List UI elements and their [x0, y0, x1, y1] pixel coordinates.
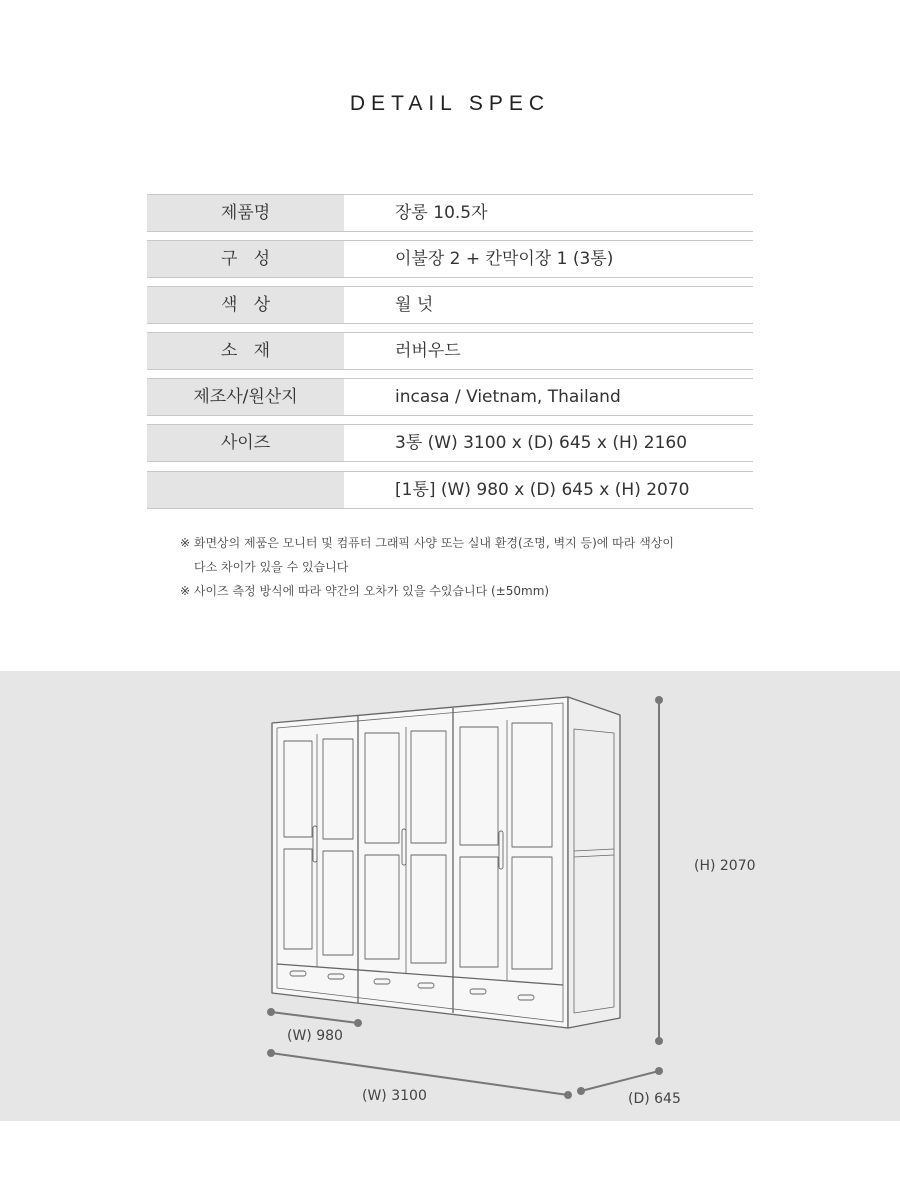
spec-value: incasa / Vietnam, Thailand: [395, 387, 621, 407]
notes: [180, 531, 740, 603]
spec-value: [1통] (W) 980 x (D) 645 x (H) 2070: [395, 480, 690, 500]
spec-label: 구 성: [147, 241, 344, 277]
spec-row-size-single: [147, 471, 753, 509]
note-size: ※ 사이즈 측정 방식에 따라 약간의 오차가 있을 수있습니다 (±50mm): [180, 584, 550, 598]
spec-row-color: [147, 286, 753, 324]
spec-label: [147, 472, 344, 508]
spec-value: 러버우드: [395, 341, 461, 361]
spec-value: 3통 (W) 3100 x (D) 645 x (H) 2160: [395, 433, 688, 453]
spec-row-manufacturer: [147, 378, 753, 416]
spec-label: 소 재: [147, 333, 344, 369]
note-color-continued: 다소 차이가 있을 수 있습니다: [194, 560, 349, 574]
total-width-label: (W) 3100: [362, 1088, 427, 1104]
spec-row-composition: [147, 240, 753, 278]
spec-label: 제품명: [147, 195, 344, 231]
spec-value: 월 넛: [395, 295, 434, 315]
spec-value: 장롱 10.5자: [395, 203, 488, 223]
single-width-label: (W) 980: [287, 1028, 343, 1044]
height-label: (H) 2070: [694, 858, 756, 874]
note-color: ※ 화면상의 제품은 모니터 및 컴퓨터 그래픽 사양 또는 실내 환경(조명, 벽지 등)에 따라 색상이: [180, 536, 674, 550]
spec-row-size: [147, 424, 753, 462]
dimension-diagram: [0, 671, 900, 1121]
wardrobe-illustration: [272, 697, 620, 1028]
page-title: DETAIL SPEC: [349, 92, 551, 115]
spec-label: 색 상: [147, 287, 344, 323]
depth-label: (D) 645: [628, 1091, 681, 1107]
spec-label: 제조사/원산지: [147, 379, 344, 415]
spec-label: 사이즈: [147, 425, 344, 461]
spec-row-product-name: [147, 194, 753, 232]
spec-value: 이불장 2 + 칸막이장 1 (3통): [395, 249, 614, 269]
spec-row-material: [147, 332, 753, 370]
wardrobe-drawing: [0, 671, 900, 1121]
